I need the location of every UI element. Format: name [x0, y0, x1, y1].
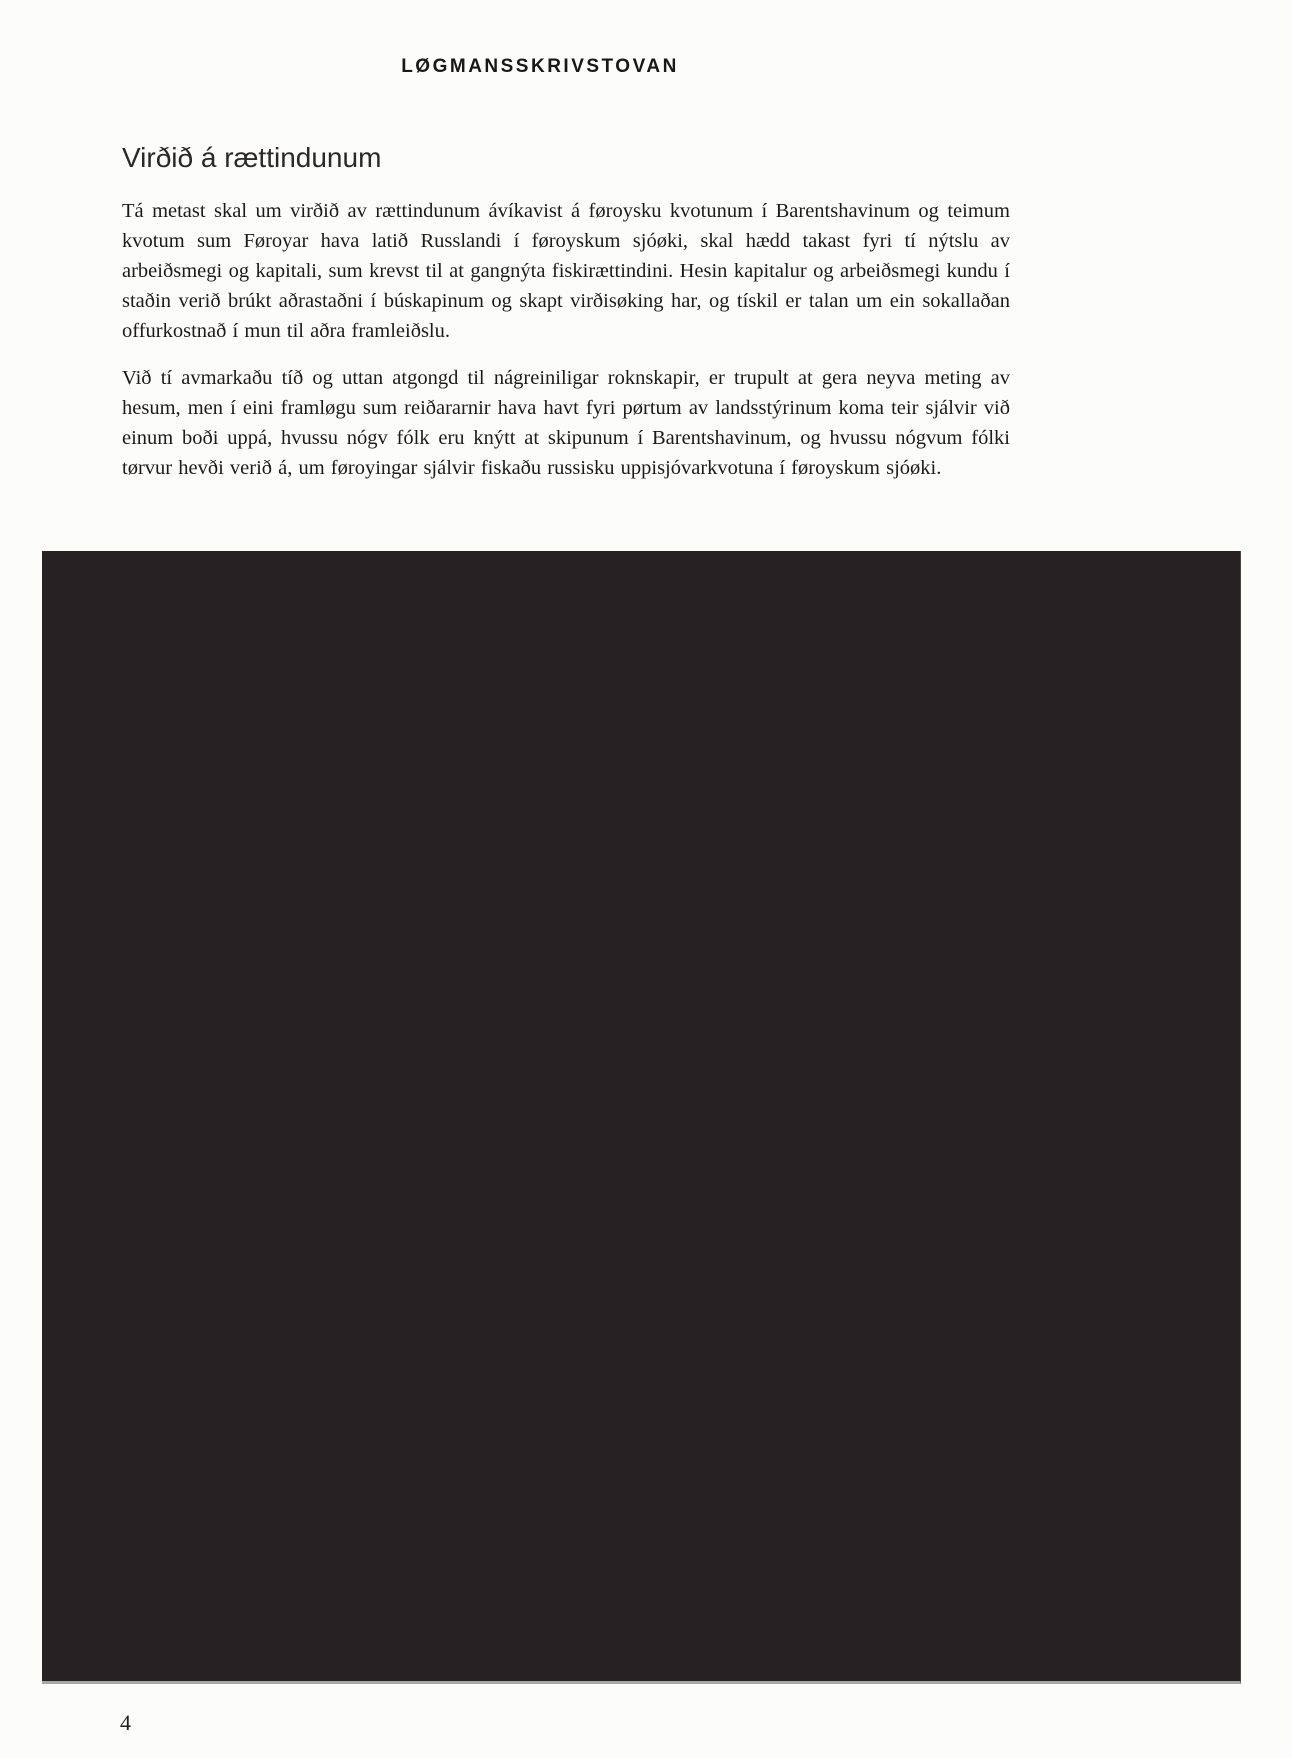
body-text-block: [122, 196, 1010, 500]
section-title: Virðið á rættindunum: [122, 142, 382, 173]
body-paragraph: Við tí avmarkaðu tíð og uttan atgongd til nágreiniligar roknskapir, er trupult at gera neyva meting av hesum, men í eini framløgu sum reiðararnir hava havt fyri pørtum av landsstýrinum koma teir sjálvir við einum boði uppá, hvussu nógv fólk eru knýtt at skipunum í Barentshavinum, og hvussu nógvum fólki tørvur hevði verið á, um føroyingar sjálvir fiskaðu russisku uppisjóvarkvotuna í føroyskum sjóøki.: [122, 367, 1010, 479]
page-number: 4: [120, 1710, 131, 1735]
body-paragraph: Tá metast skal um virðið av rættindunum ávíkavist á føroysku kvotunum í Barentshavinum og teimum kvotum sum Føroyar hava latið Russlandi í føroyskum sjóøki, skal hædd takast fyri tí nýtslu av arbeiðsmegi og kapitali, sum krevst til at gangnýta fiskirættindini. Hesin kapitalur og arbeiðsmegi kundu í staðin verið brúkt aðrastaðni í búskapinum og skapt virðisøking har, og tískil er talan um ein sokallaðan offurkostnað í mun til aðra framleiðslu.: [122, 200, 1010, 342]
redaction-box: [42, 551, 1241, 1684]
letterhead-title: LØGMANSSKRIVSTOVAN: [401, 56, 679, 77]
